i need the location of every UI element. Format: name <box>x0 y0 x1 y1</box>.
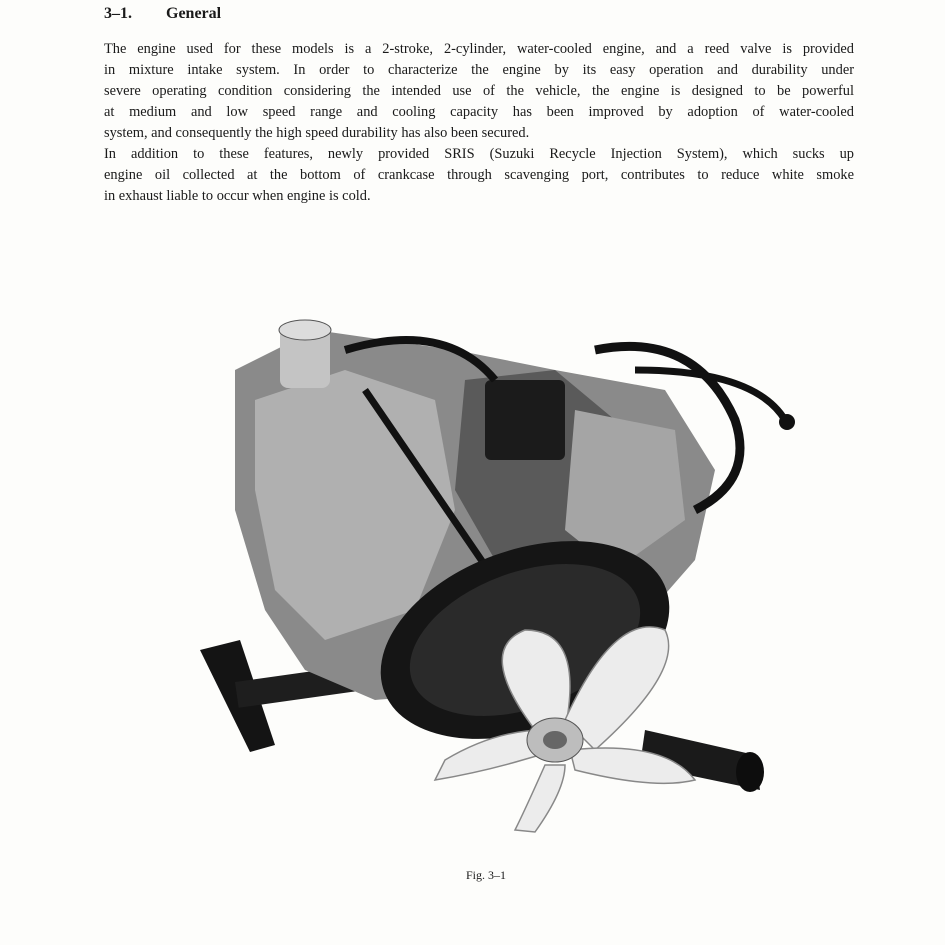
text-line: The engine used for these models is a 2-stroke, 2-cylinder, water-cooled engine, and a reed valve is provided <box>104 41 854 57</box>
body-paragraph <box>104 39 854 207</box>
section-number: 3–1. <box>104 5 132 22</box>
figure-caption: Fig. 3–1 <box>466 868 507 882</box>
text-line: In addition to these features, newly provided SRIS (Suzuki Recycle Injection System), which sucks up <box>104 146 854 162</box>
section-heading <box>104 5 221 23</box>
text-line: in mixture intake system. In order to characterize the engine by its easy operation and durability under <box>104 62 854 78</box>
text-line: at medium and low speed range and cooling capacity has been improved by adoption of water-cooled <box>104 104 854 120</box>
text-line: engine oil collected at the bottom of crankcase through scavenging port, contributes to reduce white smoke <box>104 167 854 183</box>
engine-photo <box>195 310 805 840</box>
text-line: severe operating condition considering the intended use of the vehicle, the engine is designed to be powerful <box>104 83 854 99</box>
section-title: General <box>166 5 222 22</box>
text-line: in exhaust liable to occur when engine is cold. <box>104 188 371 204</box>
text-line: system, and consequently the high speed durability has also been secured. <box>104 125 530 141</box>
